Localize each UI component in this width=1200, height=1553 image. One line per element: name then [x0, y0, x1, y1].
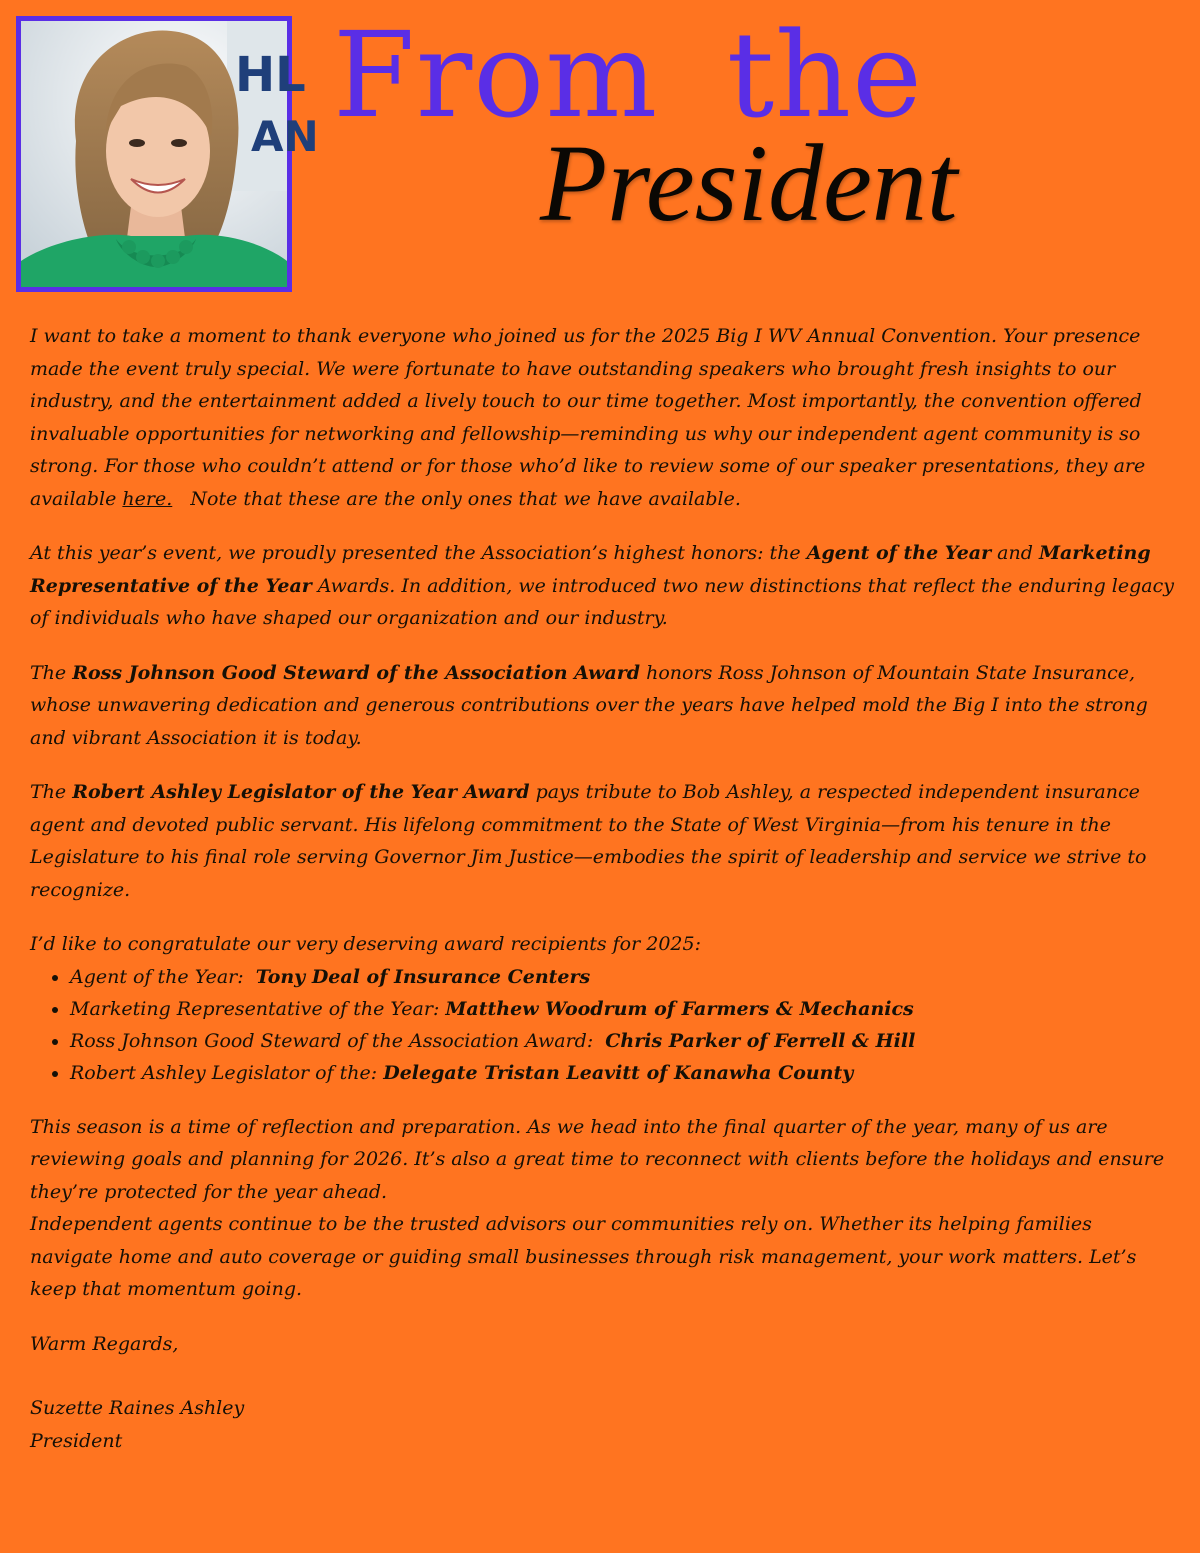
robert-award-name: Robert Ashley Legislator of the Year Award [72, 781, 530, 803]
ross-text-2: honors Ross Johnson of Mountain State Insurance, whose unwavering dedication and generous contributions over the years have helped mold the Big I into the strong and vibrant Association it is today. [30, 661, 1148, 749]
honors-text-1: At this year’s event, we proudly presented the Association’s highest honors: the [30, 542, 807, 564]
signer-name: Suzette Raines Ashley [30, 1397, 245, 1419]
signer-title: President [30, 1429, 123, 1452]
award-label: Robert Ashley Legislator of the: [70, 1061, 384, 1084]
ross-paragraph [30, 657, 1178, 755]
closing-block [30, 1328, 1178, 1458]
presentations-link[interactable]: here. [122, 487, 173, 510]
award-recipients-list [30, 961, 1178, 1089]
letter-body [30, 320, 1178, 1457]
robert-text-2: pays tribute to Bob Ashley, a respected independent insurance agent and devoted public servant. His lifelong commitment to the State of West Virginia—from his tenure in the Legislature to his final role serving Governor Jim Justice—embodies the spirit of leadership and service we strive to recognize. [30, 781, 1147, 901]
honors-bold-marketing: Marketing Representative of the Year [30, 542, 1151, 597]
list-item [70, 1057, 1178, 1089]
robert-text-1: The [30, 781, 73, 803]
honors-paragraph [30, 537, 1178, 635]
honors-text-3: Awards. In addition, we introduced two new distinctions that reflect the enduring legacy of individuals who have shaped our organization and our industry. [30, 574, 1174, 629]
list-item [70, 1025, 1178, 1057]
ross-text-1: The [30, 661, 73, 684]
intro-paragraph [30, 320, 1178, 515]
portrait-bg-sign-top: HL [235, 47, 306, 103]
honors-bold-agent: Agent of the Year [806, 542, 992, 564]
award-recipient: Delegate Tristan Leavitt of Kanawha County [383, 1061, 854, 1084]
intro-text: I want to take a moment to thank everyone who joined us for the 2025 Big I WV Annual Convention. Your presence made the event truly special. We were fortunate to have outstanding speakers who brought fresh insights to our industry, and the entertainment added a lively touch to our time together. Most importantly, the convention offered invaluable opportunities for networking and fellowship—reminding us why our independent agent community is so strong. For those who couldn’t attend or for those who’d like to review some of our speaker presentations, they are available [30, 325, 1146, 510]
ross-award-name: Ross Johnson Good Steward of the Association Award [72, 661, 641, 684]
heading-president: President [540, 122, 958, 244]
season-paragraph-2: Independent agents continue to be the trusted advisors our communities rely on. Whether its helping families navigate home and auto coverage or guiding small businesses through risk management, your work matters. Let’s keep that momentum going. [30, 1213, 1137, 1300]
award-recipient: Matthew Woodrum of Farmers & Mechanics [445, 997, 914, 1020]
congrats-line: I’d like to congratulate our very deserving award recipients for 2025: [30, 933, 702, 955]
heading-from-the: From the [333, 6, 923, 144]
salutation: Warm Regards, [30, 1332, 179, 1355]
list-item [70, 993, 1178, 1025]
award-label: Agent of the Year: [70, 965, 256, 988]
award-label: Marketing Representative of the Year: [70, 997, 446, 1020]
list-item [70, 961, 1178, 993]
robert-paragraph [30, 776, 1178, 906]
portrait-image [21, 21, 319, 287]
award-label: Ross Johnson Good Steward of the Association Award: [70, 1029, 606, 1052]
award-recipient: Tony Deal of Insurance Centers [255, 965, 591, 988]
season-paragraph-1: This season is a time of reflection and preparation. As we head into the final quarter of the year, many of us are reviewing goals and planning for 2026. It’s also a great time to reconnect with clients before the holidays and ensure they’re protected for the year ahead. [30, 1115, 1165, 1203]
award-recipient: Chris Parker of Ferrell & Hill [605, 1029, 916, 1052]
portrait-bg-sign-bottom: AN [251, 112, 319, 161]
intro-note: Note that these are the only ones that we have available. [172, 487, 741, 510]
president-portrait [16, 16, 319, 292]
honors-text-2: and [991, 542, 1039, 564]
